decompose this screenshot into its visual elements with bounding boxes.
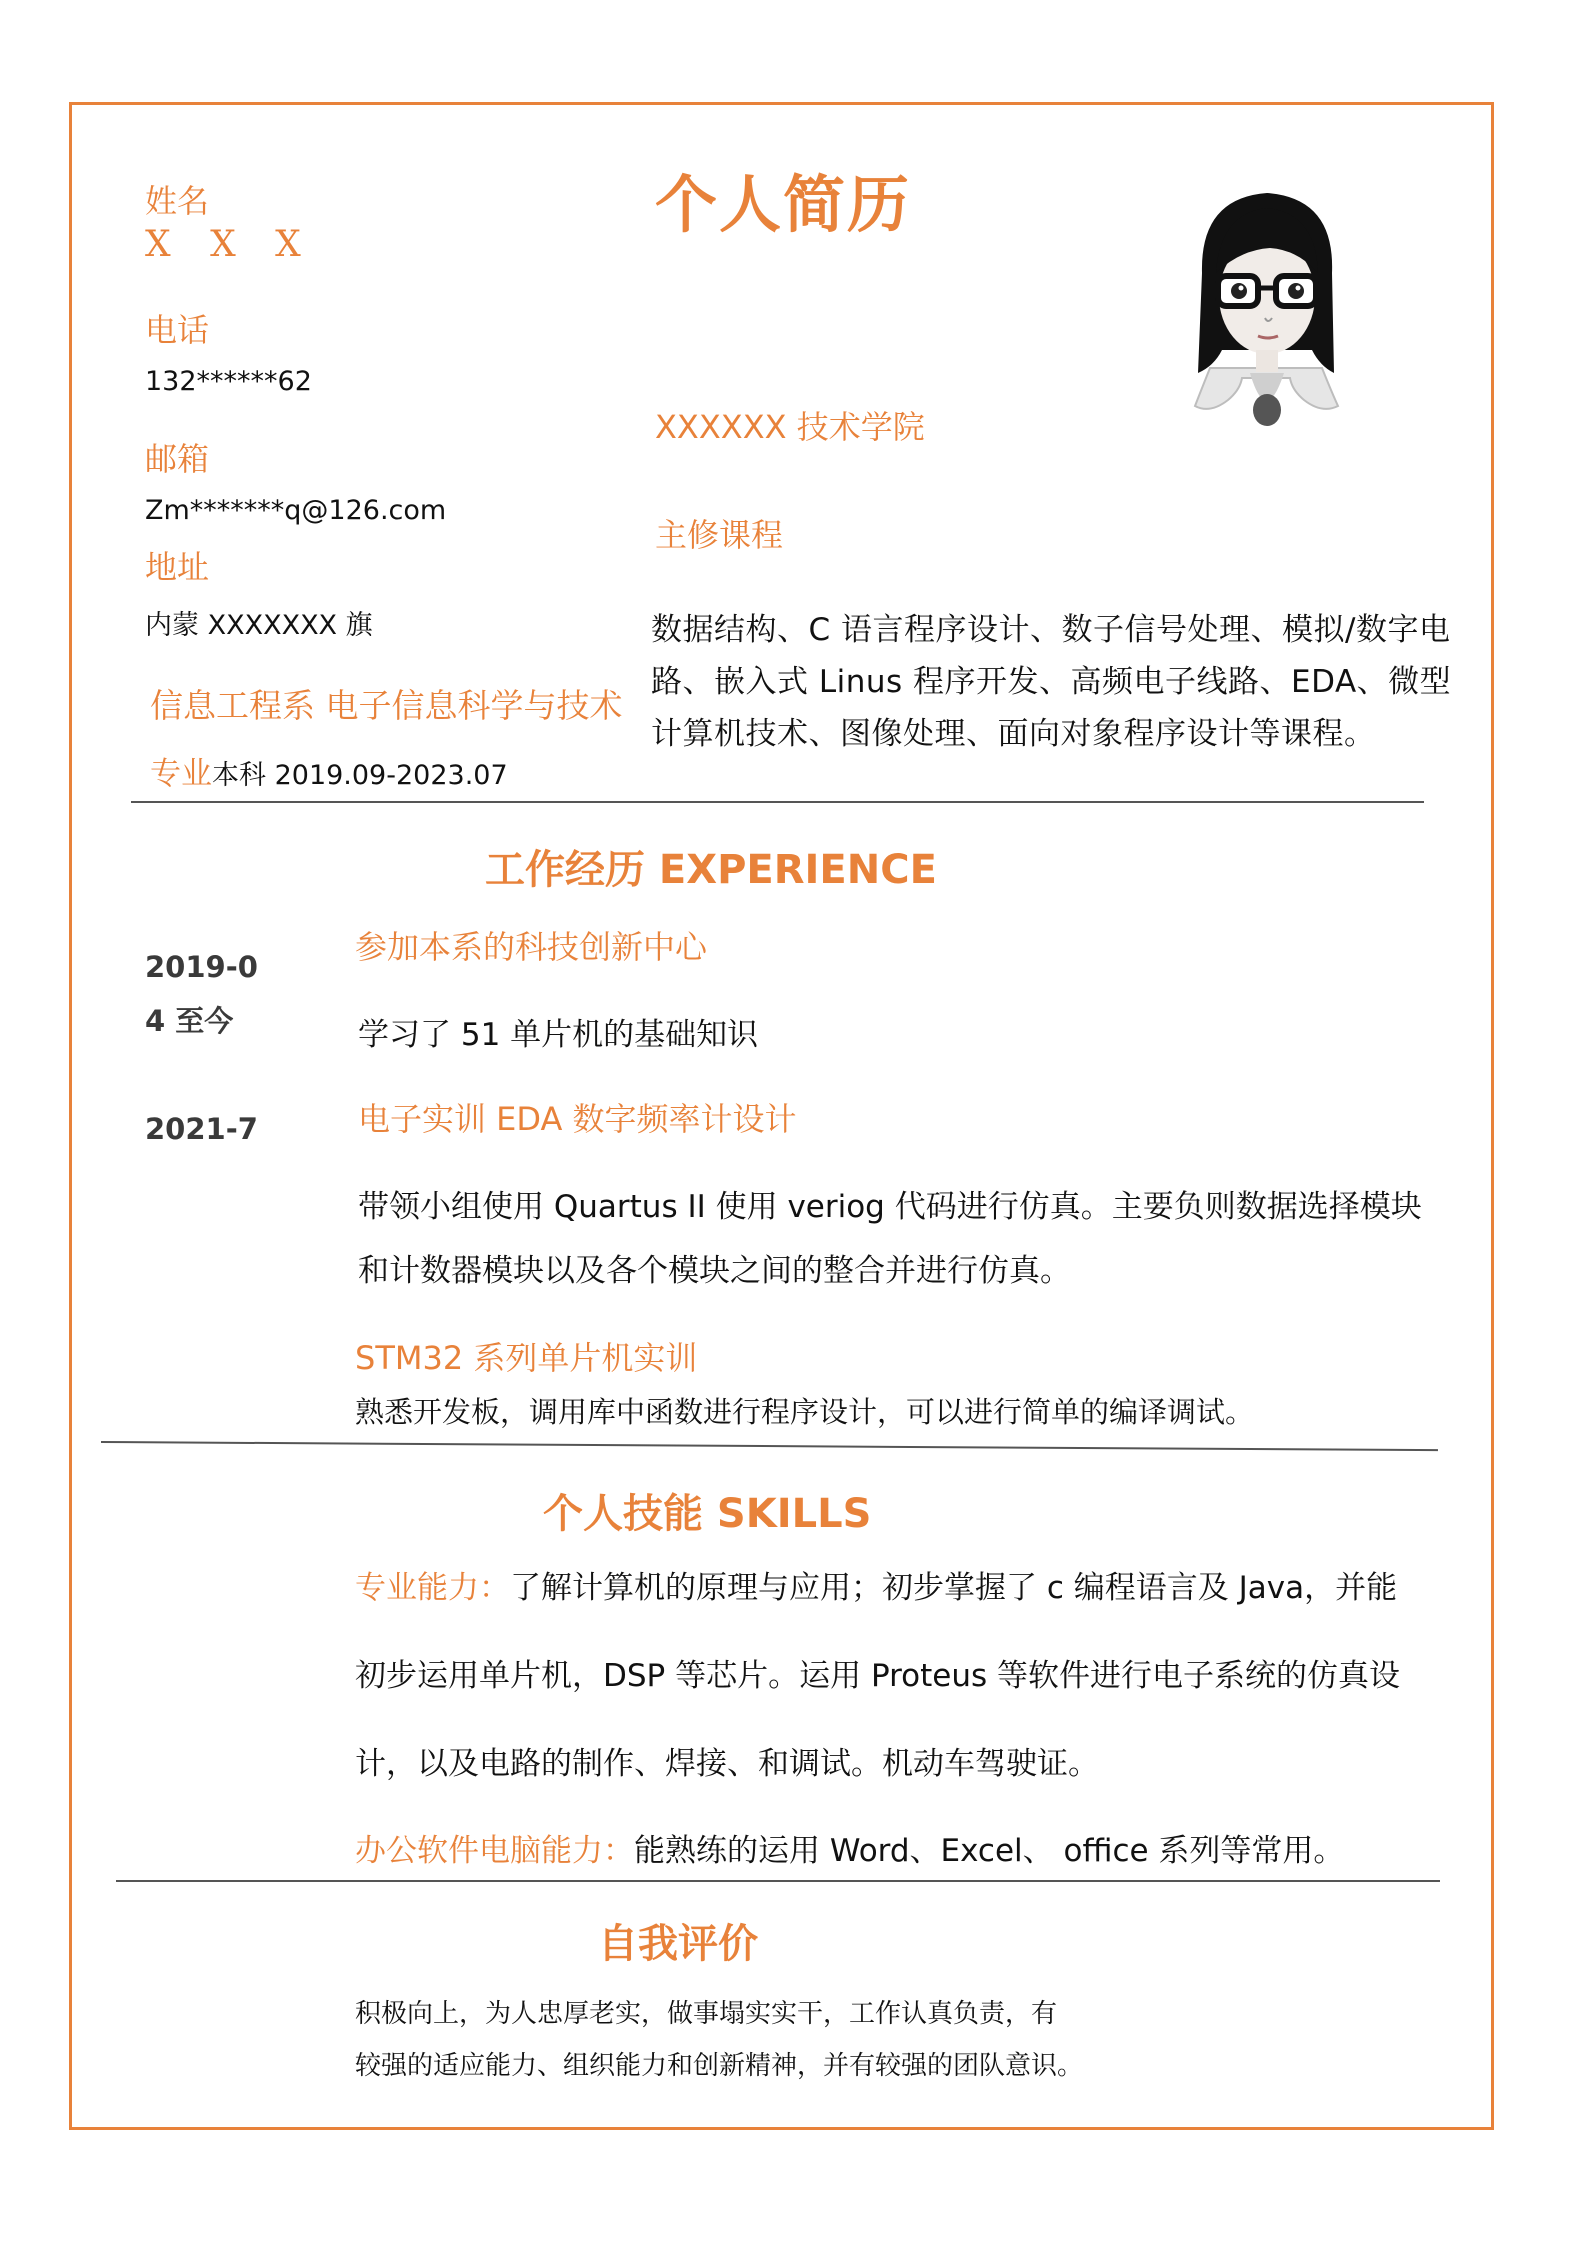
address-label: 地址 — [145, 548, 210, 586]
experience-item-1-desc: 学习了 51 单片机的基础知识 — [358, 1017, 759, 1053]
experience-date-1 — [145, 940, 258, 1048]
name-label: 姓名 — [145, 182, 210, 220]
major-value: 本科 2019.09-2023.07 — [212, 760, 508, 791]
courses-label: 主修课程 — [655, 516, 784, 554]
skills-pro-line1 — [355, 1562, 1397, 1607]
experience-item-2-title: 电子实训 EDA 数字频率计设计 — [358, 1100, 797, 1138]
skills-pro-label: 专业能力： — [355, 1570, 510, 1606]
skills-title: 个人技能 SKILLS — [543, 1491, 872, 1537]
skills-pro-line2: 初步运用单片机，DSP 等芯片。运用 Proteus 等软件进行电子系统的仿真设 — [355, 1658, 1401, 1694]
email-label: 邮箱 — [145, 440, 210, 478]
page-title: 个人简历 — [655, 168, 912, 241]
major-label: 专业 — [150, 756, 212, 792]
school-name: XXXXXX 技术学院 — [655, 408, 925, 446]
self-eval-line2: 较强的适应能力、组织能力和创新精神，并有较强的团队意识。 — [355, 2051, 1084, 2081]
courses-text: 数据结构、C 语言程序设计、数子信号处理、模拟/数字电路、嵌入式 Linus 程序开发、高频电子线路、EDA、微型计算机技术、图像处理、面向对象程序设计等课程。 — [651, 612, 1452, 752]
skills-office-row — [355, 1825, 1344, 1870]
experience-item-1-title: 参加本系的科技创新中心 — [355, 928, 708, 966]
email-value: Zm*******q@126.com — [145, 495, 447, 526]
divider-1 — [131, 801, 1424, 803]
skills-office-label: 办公软件电脑能力： — [355, 1833, 634, 1869]
phone-label: 电话 — [145, 311, 210, 349]
experience-item-2-desc-line2: 和计数器模块以及各个模块之间的整合并进行仿真。 — [358, 1253, 1071, 1289]
skills-office-text: 能熟练的运用 Word、Excel、 office 系列等常用。 — [634, 1833, 1345, 1869]
skills-pro-line3: 计，以及电路的制作、焊接、和调试。机动车驾驶证。 — [355, 1746, 1099, 1782]
experience-title: 工作经历 EXPERIENCE — [485, 847, 937, 893]
department: 信息工程系 电子信息科学与技术 — [150, 686, 623, 725]
address-value: 内蒙 XXXXXXX 旗 — [145, 610, 373, 641]
experience-item-2-desc-line1: 带领小组使用 Quartus II 使用 veriog 代码进行仿真。主要负则数据选择模块 — [358, 1189, 1422, 1225]
experience-date-1-line1: 2019-0 — [145, 950, 258, 984]
self-eval-line1: 积极向上，为人忠厚老实，做事塌实实干，工作认真负责，有 — [355, 1999, 1058, 2029]
avatar — [1180, 178, 1355, 433]
divider-3 — [116, 1880, 1440, 1882]
major-row — [150, 748, 508, 793]
skills-pro-text-1: 了解计算机的原理与应用；初步掌握了 c 编程语言及 Java，并能 — [510, 1570, 1398, 1606]
experience-date-2: 2021-7 — [145, 1112, 258, 1146]
experience-date-1-line2: 4 至今 — [145, 1004, 234, 1038]
experience-item-3-title: STM32 系列单片机实训 — [355, 1339, 698, 1377]
phone-value: 132******62 — [145, 366, 312, 397]
experience-item-3-desc: 熟悉开发板，调用库中函数进行程序设计，可以进行简单的编译调试。 — [355, 1395, 1255, 1429]
name-value: X X X — [145, 224, 315, 265]
self-eval-title: 自我评价 — [598, 1921, 758, 1967]
